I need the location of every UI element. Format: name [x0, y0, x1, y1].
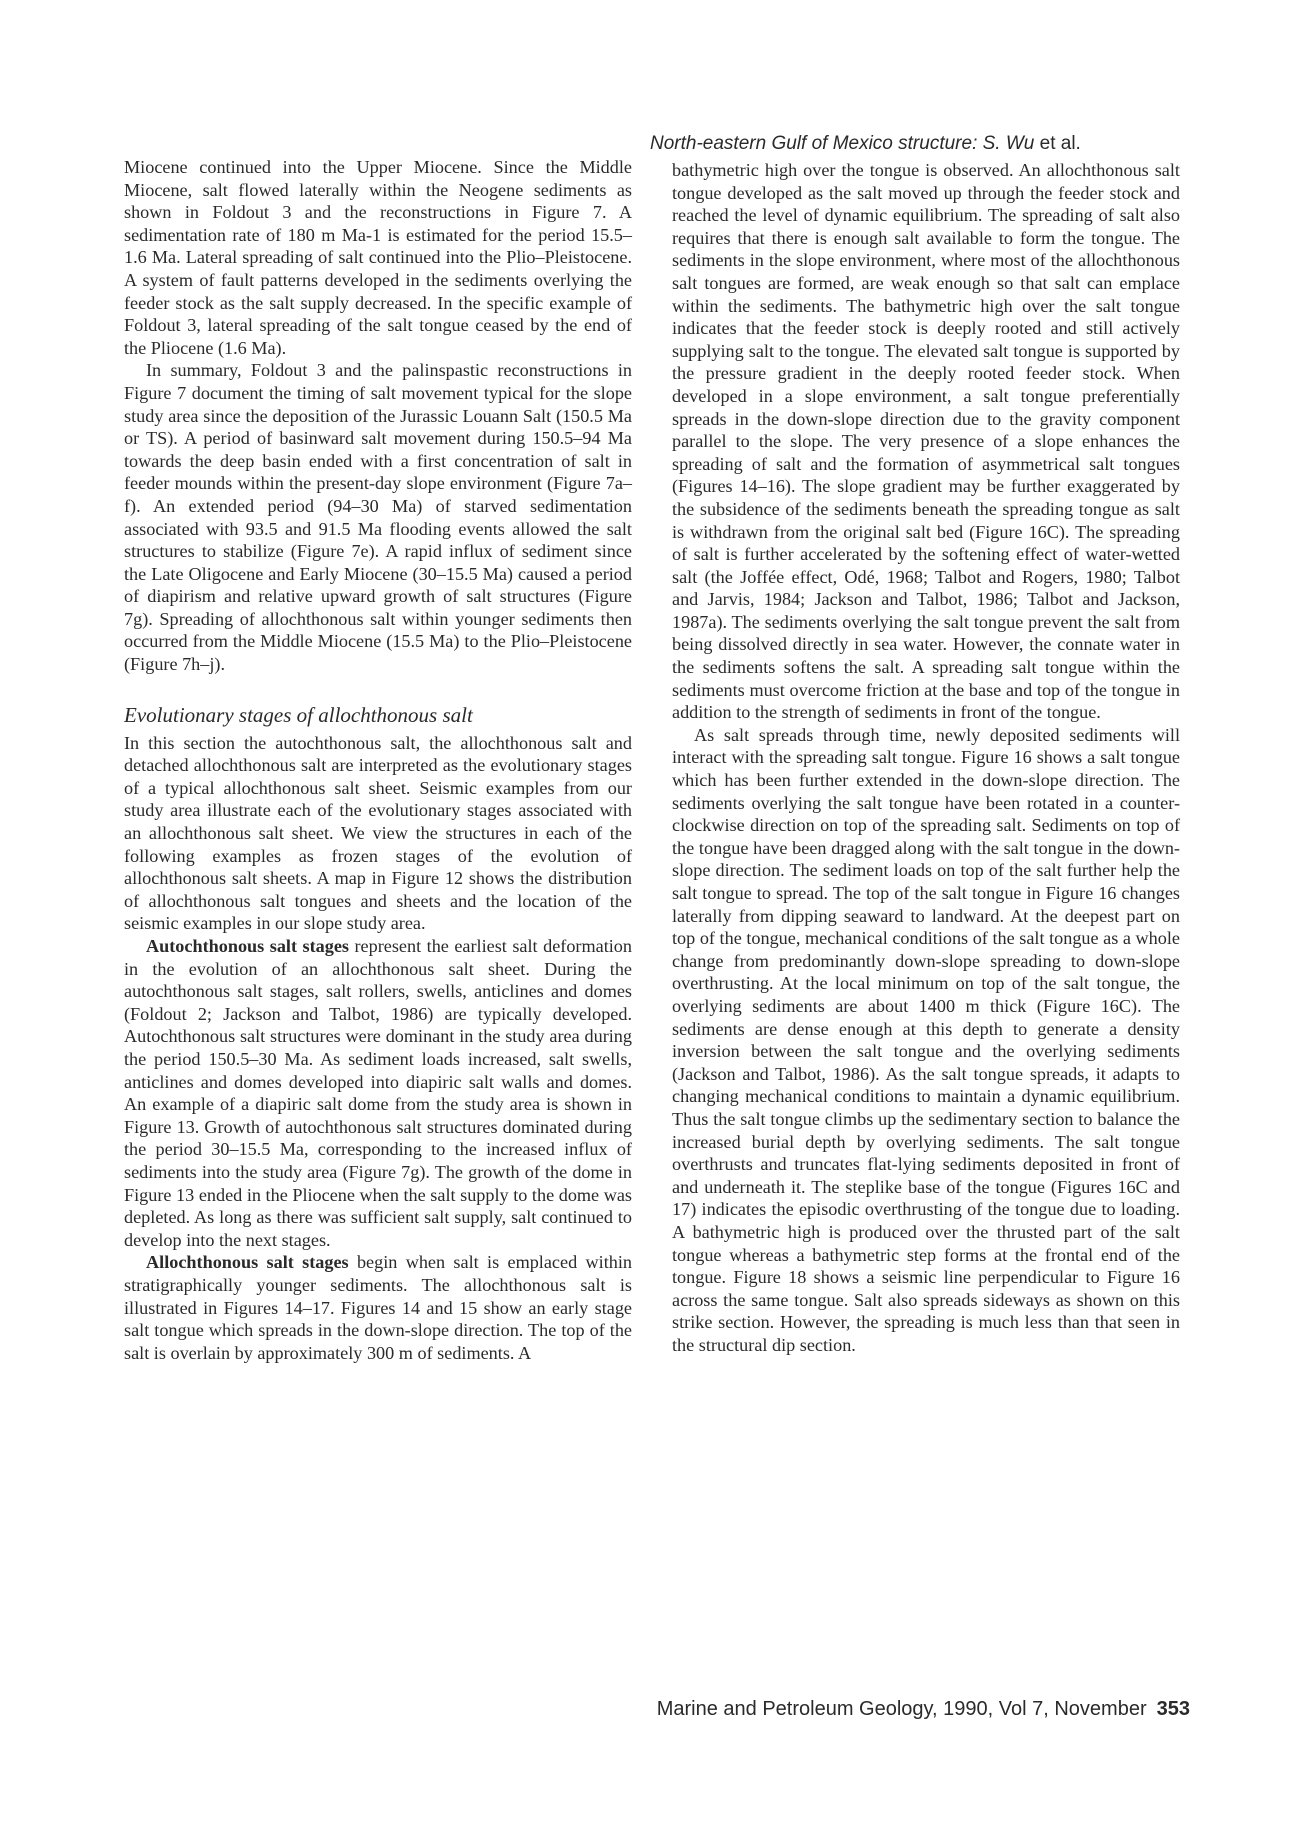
page-number: 353: [1156, 1698, 1190, 1720]
left-paragraph-1: Miocene continued into the Upper Miocene. Since the Middle Miocene, salt flowed laterally within the Neogene sediments as shown in Foldout 3 and the reconstructions in Figure 7. A sedimentation rate of 180 m Ma-1 is estimated for the period 15.5–1.6 Ma. Lateral spreading of salt continued into the Plio–Pleistocene. A system of fault patterns developed in the sediments overlying the feeder stock as the salt supply decreased. In the specific example of Foldout 3, lateral spreading of the salt tongue ceased by the end of the Pliocene (1.6 Ma).: [124, 157, 632, 358]
autochthonous-text: represent the earliest salt deformation in the evolution of an allochthonous salt sheet. During the autochthonous salt stages, salt rollers, swells, anticlines and domes (Foldout 2; Jackson and Talbot, 1986) are typically developed. Autochthonous salt structures were dominant in the study area during the period 150.5–30 Ma. As sediment loads increased, salt swells, anticlines and domes developed into diapiric salt walls and domes. An example of a diapiric salt dome from the study area is shown in Figure 13. Growth of autochthonous salt structures dominated during the period 30–15.5 Ma, corresponding to the increased influx of sediments into the study area (Figure 7g). The growth of the dome in Figure 13 ended in the Pliocene when the salt supply to the dome was depleted. As long as there was sufficient salt supply, salt continued to develop into the next stages.: [124, 936, 632, 1250]
left-paragraph-3: In this section the autochthonous salt, the allochthonous salt and detached allochthonous salt are interpreted as the evolutionary stages of a typical allochthonous salt sheet. Seismic examples from our study area illustrate each of the evolutionary stages associated with an allochthonous salt sheet. We view the structures in each of the following examples as frozen stages of the evolution of allochthonous salt sheets. A map in Figure 12 shows the distribution of allochthonous salt tongues and sheets and the location of the seismic examples in our slope study area.: [124, 732, 632, 934]
right-paragraph-2: As salt spreads through time, newly deposited sediments will interact with the spreading salt tongue. Figure 16 shows a salt tongue which has been further extended in the down-slope direction. The sediments overlying the salt tongue have been rotated in a counter-clockwise direction on top of the spreading salt. Sediments on top of the tongue have been dragged along with the salt tongue in the down-slope direction. The sediment loads on top of the salt further help the salt tongue to spread. The top of the salt tongue in Figure 16 changes laterally from dipping seaward to landward. At the deepest part on top of the tongue, mechanical conditions of the salt tongue as a whole change from predominantly down-slope spreading to down-slope overthrusting. At the local minimum on top of the salt tongue, the overlying sediments are about 1400 m thick (Figure 16C). The sediments are dense enough at this depth to generate a density inversion between the salt tongue and the overlying sediments (Jackson and Talbot, 1986). As the salt tongue spreads, it adapts to changing mechanical conditions to maintain a dynamic equilibrium. Thus the salt tongue climbs up the sedimentary section to balance the increased burial depth by overlying sediments. The salt tongue overthrusts and truncates flat-lying sediments deposited in front of and underneath it. The steplike base of the tongue (Figures 16C and 17) indicates the episodic overthrusting of the tongue due to loading. A bathymetric high is produced over the thrusted part of the salt tongue whereas a bathymetric step forms at the frontal end of the tongue. Figure 18 shows a seismic line perpendicular to Figure 16 across the same tongue. Salt also spreads sideways as shown on this strike section. However, the spreading is much less than that seen in the structural dip section.: [672, 724, 1180, 1355]
allochthonous-lead: Allochthonous salt stages: [146, 1252, 349, 1273]
autochthonous-lead: Autochthonous salt stages: [146, 936, 349, 956]
right-column: [672, 159, 1180, 1356]
journal-citation: Marine and Petroleum Geology, 1990, Vol 7, November: [656, 1698, 1147, 1720]
left-paragraph-5: [124, 1251, 632, 1364]
left-column: [124, 156, 632, 1364]
running-head: [650, 133, 1195, 155]
left-paragraph-4: [124, 935, 632, 1251]
allochthonous-text: begin when salt is emplaced within stratigraphically younger sediments. The allochthonous salt is illustrated in Figures 14–17. Figures 14 and 15 show an early stage salt tongue which spreads in the down-slope direction. The top of the salt is overlain by approximately 300 m of sediments. A: [124, 1252, 632, 1363]
right-paragraph-1: bathymetric high over the tongue is observed. An allochthonous salt tongue developed as the salt moved up through the feeder stock and reached the level of dynamic equilibrium. The spreading of salt also requires that there is enough salt available to form the tongue. The sediments in the slope environment, where most of the allochthonous salt tongues are formed, are weak enough so that salt can emplace within the sediments. The bathymetric high over the salt tongue indicates that the feeder stock is deeply rooted and still actively supplying salt to the tongue. The elevated salt tongue is supported by the pressure gradient in the deeply rooted feeder stock. When developed in a slope environment, a salt tongue preferentially spreads in the down-slope direction due to the gravity component parallel to the slope. The very presence of a slope enhances the spreading of salt and the formation of asymmetrical salt tongues (Figures 14–16). The slope gradient may be further exaggerated by the subsidence of the sediments beneath the spreading tongue as salt is withdrawn from the original salt bed (Figure 16C). The spreading of salt is further accelerated by the softening effect of water-wetted salt (the Joffée effect, Odé, 1968; Talbot and Rogers, 1980; Talbot and Jarvis, 1984; Jackson and Talbot, 1986; Talbot and Jackson, 1987a). The sediments overlying the salt tongue prevent the salt from being dissolved directly in sea water. However, the connate water in the sediments softens the salt. A spreading salt tongue within the sediments must overcome friction at the base and top of the tongue in addition to the strength of sediments in front of the tongue.: [672, 160, 1180, 723]
running-head-etal: et al.: [1034, 133, 1081, 154]
running-head-title: North-eastern Gulf of Mexico structure: S. Wu: [650, 133, 1035, 154]
section-heading: Evolutionary stages of allochthonous salt: [124, 702, 473, 727]
left-paragraph-2: In summary, Foldout 3 and the palinspastic reconstructions in Figure 7 document the timing of salt movement typical for the slope study area since the deposition of the Jurassic Louann Salt (150.5 Ma or TS). A period of basinward salt movement during 150.5–94 Ma towards the deep basin ended with a first concentration of salt in feeder mounds within the present-day slope environment (Figure 7a–f). An extended period (94–30 Ma) of starved sedimentation associated with 93.5 and 91.5 Ma flooding events allowed the salt structures to stabilize (Figure 7e). A rapid influx of sediment since the Late Oligocene and Early Miocene (30–15.5 Ma) caused a period of diapirism and relative upward growth of salt structures (Figure 7g). Spreading of allochthonous salt within younger sediments then occurred from the Middle Miocene (15.5 Ma) to the Plio–Pleistocene (Figure 7h–j).: [124, 360, 632, 675]
page-footer: [565, 1698, 1190, 1721]
